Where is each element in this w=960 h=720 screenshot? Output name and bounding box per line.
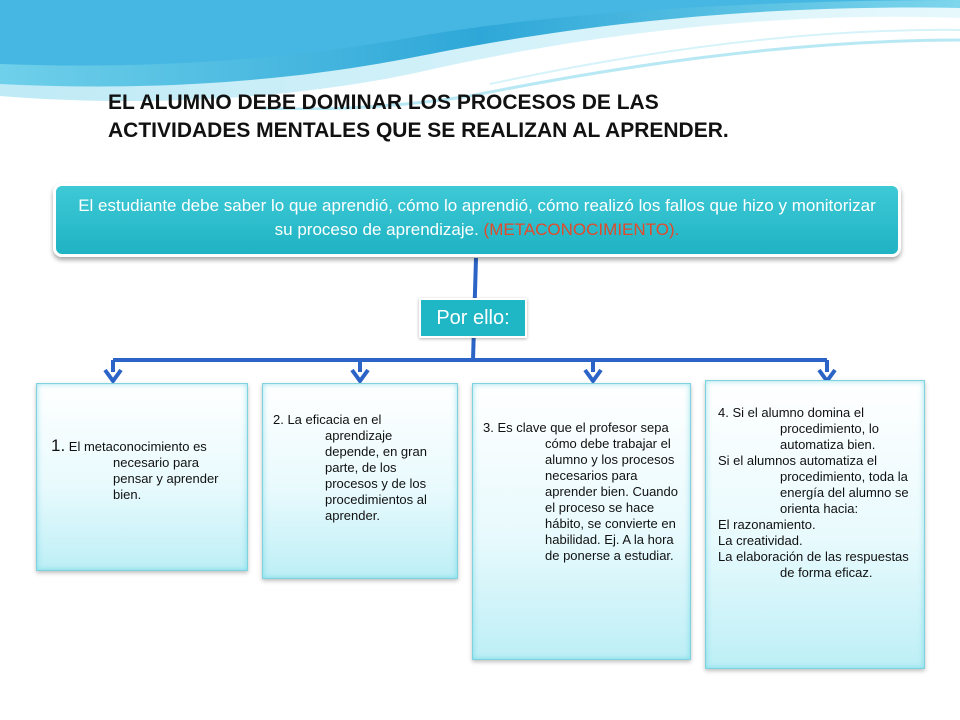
point-card-4-paragraph: Si el alumnos automatiza el procedimiento, toda la energía del alumno se orienta hacia: bbox=[718, 453, 909, 516]
point-card-1-body: El metaconocimiento es necesario para pensar y aprender bien. bbox=[65, 439, 219, 502]
point-card-2 bbox=[262, 383, 458, 579]
point-card-1 bbox=[36, 383, 248, 571]
point-card-4-paragraph: El razonamiento. bbox=[718, 517, 816, 532]
point-card-1-number: 1. bbox=[51, 436, 66, 455]
point-card-3-text: 3. Es clave que el profesor sepa cómo debe trabajar el alumno y los procesos necesarios para aprender bien. Cuando el proceso se hace hábito, se convierte en habilidad. Ej. A la hora de ponerse a estudiar. bbox=[483, 420, 678, 563]
page-title bbox=[108, 89, 868, 145]
point-card-3 bbox=[472, 383, 691, 660]
metaknowledge-text: El estudiante debe saber lo que aprendió, cómo lo aprendió, cómo realizó los fallos que hizo y monitorizar su proceso de aprendizaje. bbox=[78, 196, 876, 239]
page-title-line-1: EL ALUMNO DEBE DOMINAR LOS PROCESOS DE LAS bbox=[108, 91, 659, 114]
point-card-4 bbox=[705, 380, 925, 669]
connector-label: Por ello: bbox=[436, 307, 510, 329]
page-title-line-2: ACTIVIDADES MENTALES QUE SE REALIZAN AL APRENDER. bbox=[108, 119, 729, 142]
metaknowledge-box bbox=[53, 183, 901, 257]
point-card-1-text bbox=[51, 438, 239, 503]
point-card-4-paragraph: La creatividad. bbox=[718, 533, 803, 548]
metaknowledge-accent: (METACONOCIMIENTO). bbox=[483, 220, 680, 239]
point-card-2-text: 2. La eficacia en el aprendizaje depende, en gran parte, de los procesos y de los procedimientos al aprender. bbox=[273, 412, 427, 523]
point-card-4-paragraph: 4. Si el alumno domina el procedimiento, lo automatiza bien. bbox=[718, 405, 879, 452]
point-card-4-paragraph: La elaboración de las respuestas de forma eficaz. bbox=[718, 549, 909, 580]
connector-label-box bbox=[419, 298, 527, 338]
